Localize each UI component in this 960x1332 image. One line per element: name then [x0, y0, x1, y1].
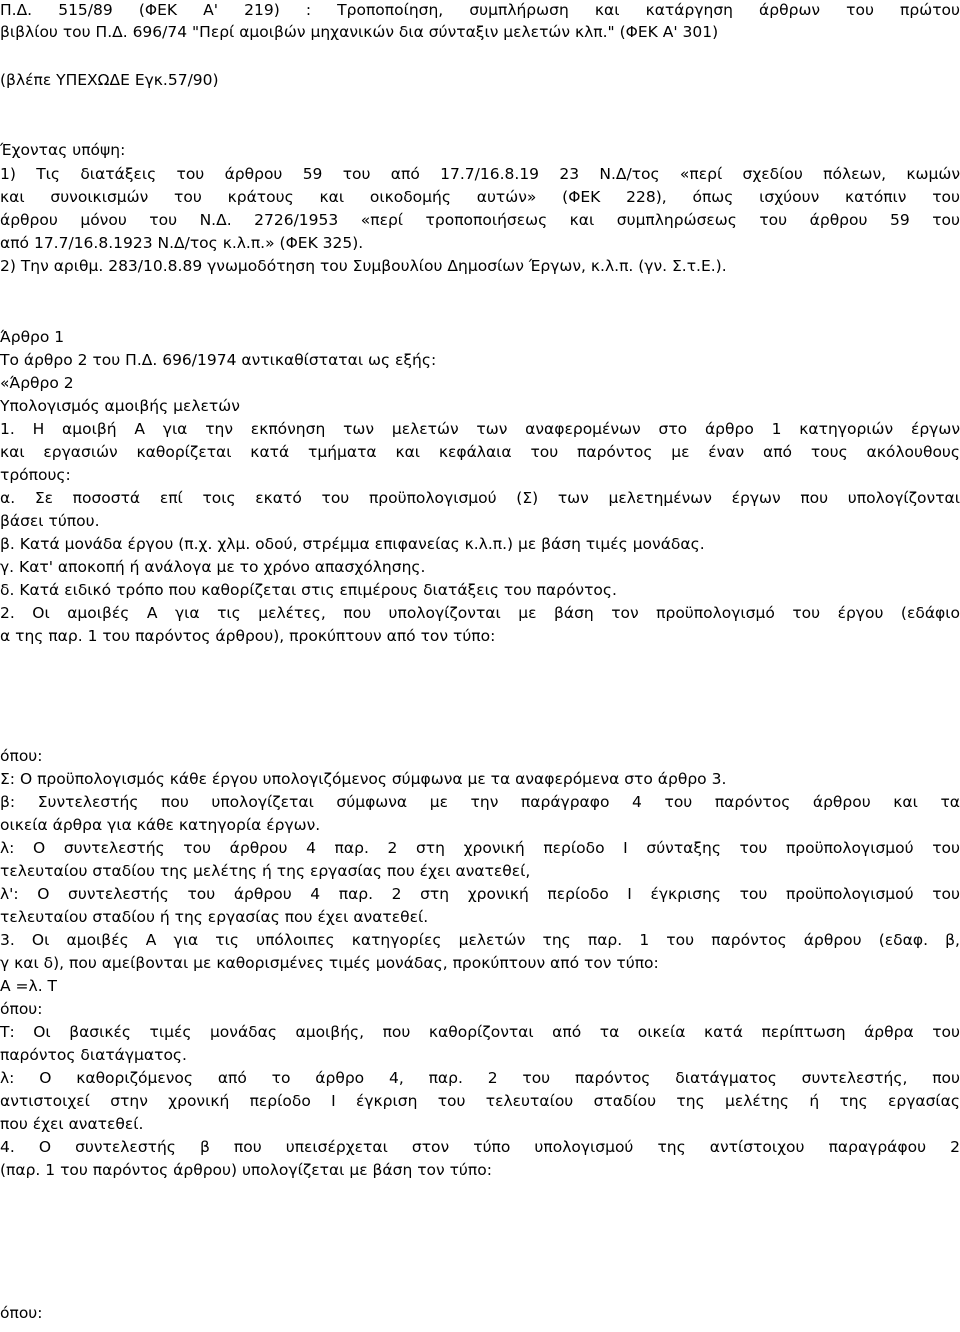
article-text-line: 4. Ο συντελεστής β που υπεισέρχεται στον τύπο υπολογισμού της αντίστοιχου παραγράφου 2 [0, 1138, 960, 1156]
article-text-line: 2. Οι αμοιβές Α για τις μελέτες, που υπολογίζονται με βάση τον προϋπολογισμό του έργου (εδάφιο [0, 604, 960, 622]
article-text-line: Σ: Ο προϋπολογισμός κάθε έργου υπολογιζόμενος σύμφωνα με τα αναφερόμενα στο άρθρο 3. [0, 770, 727, 788]
article-text-line: δ. Κατά ειδικό τρόπο που καθορίζεται στις επιμέρους διατάξεις του παρόντος. [0, 581, 617, 599]
document-title-line-2: βιβλίου του Π.Δ. 696/74 "Περί αμοιβών μηχανικών δια σύνταξιν μελετών κλπ." (ΦΕΚ Α' 301) [0, 23, 719, 41]
considering-line: 1) Τις διατάξεις του άρθρου 59 του από 17.7/16.8.19 23 Ν.Δ/τος «περί σχεδίου πόλεων, κωμών [0, 165, 960, 183]
article-text-line: τελευταίου σταδίου ή της εργασίας που έχει ανατεθεί. [0, 908, 429, 926]
document-title-line-1: Π.Δ. 515/89 (ΦΕΚ Α' 219) : Τροποποίηση, συμπλήρωση και κατάργηση άρθρων του πρώτου [0, 1, 960, 19]
article-text-line: και εργασιών καθορίζεται κατά τμήματα και κεφάλαια του παρόντος με έναν από τους ακόλουθους [0, 443, 960, 461]
article-text-line: λ': Ο συντελεστής του άρθρου 4 παρ. 2 στη χρονική περίοδο Ι έγκρισης του προϋπολογισμού του [0, 885, 960, 903]
article-text-line: γ. Κατ' αποκοπή ή ανάλογα με το χρόνο απασχόλησης. [0, 558, 426, 576]
considering-line: άρθρου μόνου του Ν.Δ. 2726/1953 «περί τροποποιήσεως και συμπληρώσεως του άρθρου 59 του [0, 211, 960, 229]
article-text-line: οικεία άρθρα για κάθε κατηγορία έργων. [0, 816, 321, 834]
article-text-line: 1. Η αμοιβή Α για την εκπόνηση των μελετών των αναφερομένων στο άρθρο 1 κατηγοριών έργων [0, 420, 960, 438]
article-text-line: βάσει τύπου. [0, 512, 100, 530]
article-text-line: που έχει ανατεθεί. [0, 1115, 144, 1133]
article-text-line: γ και δ), που αμείβονται με καθορισμένες τιμές μονάδας, προκύπτουν από τον τύπο: [0, 954, 659, 972]
article-text-line: αντιστοιχεί στην χρονική περίοδο Ι έγκριση του τελευταίου σταδίου της μελέτης ή της εργασίας [0, 1092, 960, 1110]
article-text-line: παρόντος διατάγματος. [0, 1046, 187, 1064]
article-text-line: 3. Οι αμοιβές Α για τις υπόλοιπες κατηγορίες μελετών της παρ. 1 του παρόντος άρθρου (εδαφ. β, [0, 931, 960, 949]
article-text-line: όπου: [0, 1304, 43, 1322]
considering-heading: Έχοντας υπόψη: [0, 141, 126, 159]
article-text-line: «Άρθρο 2 [0, 374, 74, 392]
article-text-line: όπου: [0, 1000, 43, 1018]
article-text-line: α της παρ. 1 του παρόντος άρθρου), προκύπτουν από τον τύπο: [0, 627, 496, 645]
article-text-line: β: Συντελεστής που υπολογίζεται σύμφωνα με την παράγραφο 4 του παρόντος άρθρου και τα [0, 793, 960, 811]
article-text-line: τρόπους: [0, 466, 71, 484]
article-text-line: α. Σε ποσοστά επί τοις εκατό του προϋπολογισμού (Σ) των μελετημένων έργων που υπολογίζονται [0, 489, 960, 507]
article-text-line: Τ: Οι βασικές τιμές μονάδας αμοιβής, που καθορίζονται από τα οικεία κατά περίπτωση άρθρα του [0, 1023, 960, 1041]
article-text-line: Υπολογισμός αμοιβής μελετών [0, 397, 240, 415]
article-text-line: (παρ. 1 του παρόντος άρθρου) υπολογίζεται με βάση τον τύπο: [0, 1161, 492, 1179]
article-heading: Άρθρο 1 [0, 328, 65, 346]
article-text-line: λ: Ο συντελεστής του άρθρου 4 παρ. 2 στη χρονική περίοδο Ι σύνταξης του προϋπολογισμού του [0, 839, 960, 857]
considering-line: και συνοικισμών του κράτους και οικοδομής αυτών» (ΦΕΚ 228), όπως ισχύουν κατόπιν του [0, 188, 960, 206]
considering-line: 2) Την αριθμ. 283/10.8.89 γνωμοδότηση του Συμβουλίου Δημοσίων Έργων, κ.λ.π. (γν. Σ.τ.Ε.). [0, 257, 727, 275]
article-text-line: τελευταίου σταδίου της μελέτης ή της εργασίας που έχει ανατεθεί, [0, 862, 531, 880]
article-text-line: Α =λ. Τ [0, 977, 58, 995]
article-text-line: Το άρθρο 2 του Π.Δ. 696/1974 αντικαθίσταται ως εξής: [0, 351, 437, 369]
article-text-line: β. Κατά μονάδα έργου (π.χ. χλμ. οδού, στρέμμα επιφανείας κ.λ.π.) με βάση τιμές μονάδας. [0, 535, 705, 553]
article-text-line: όπου: [0, 747, 43, 765]
article-text-line: λ: Ο καθοριζόμενος από το άρθρο 4, παρ. 2 του παρόντος διατάγματος συντελεστής, που [0, 1069, 960, 1087]
considering-line: από 17.7/16.8.1923 Ν.Δ/τος κ.λ.π.» (ΦΕΚ 325). [0, 234, 364, 252]
circular-reference: (βλέπε ΥΠΕΧΩΔΕ Εγκ.57/90) [0, 71, 219, 89]
